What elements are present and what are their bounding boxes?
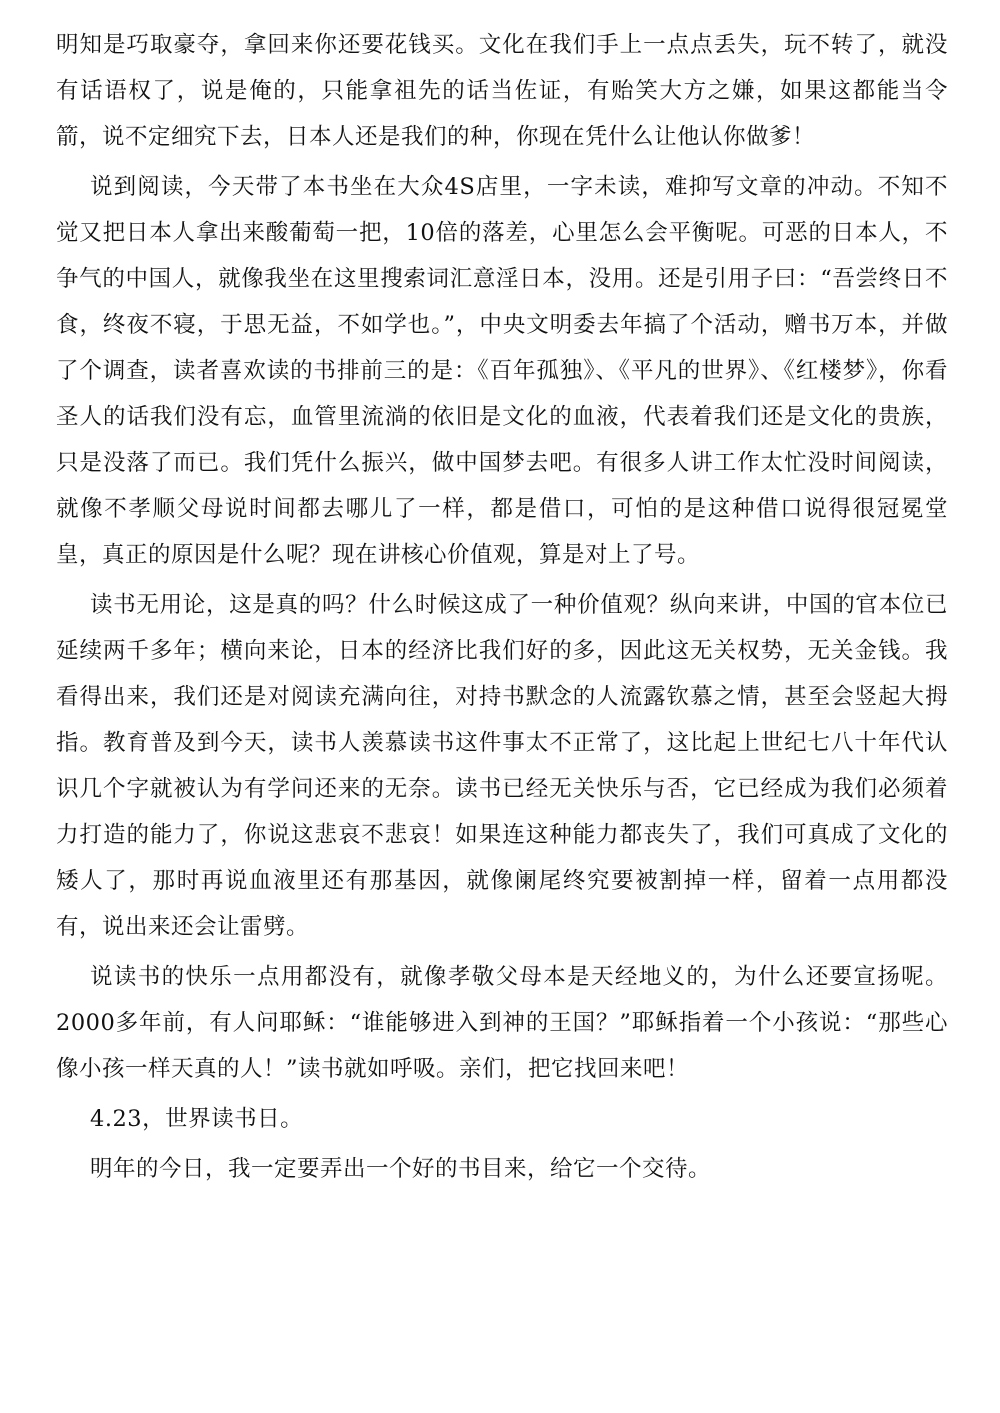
- paragraph-5: 4.23，世界读书日。: [90, 1106, 304, 1132]
- paragraph-3: 读书无用论，这是真的吗？什么时候这成了一种价值观？纵向来讲，中国的官本位已延续两千多年；横向来论，日本的经济比我们好的多，因此这无关权势，无关金钱。我看得出来，我们还是对阅读充满向往，对持书默念的人流露钦慕之情，甚至会竖起大拇指。教育普及到今天，读书人羡慕读书这件事太不正常了，这比起上世纪七八十年代认识几个字就被认为有学问还来的无奈。读书已经无关快乐与否，它已经成为我们必须着力打造的能力了，你说这悲哀不悲哀！如果连这种能力都丧失了，我们可真成了文化的矮人了，那时再说血液里还有那基因，就像阑尾终究要被割掉一样，留着一点用都没有，说出来还会让雷劈。: [56, 592, 948, 940]
- paragraph-1: 明知是巧取豪夺，拿回来你还要花钱买。文化在我们手上一点点丢失，玩不转了，就没有话语权了，说是俺的，只能拿祖先的话当佐证，有贻笑大方之嫌，如果这都能当令箭，说不定细究下去，日本人还是我们的种，你现在凭什么让他认你做爹！: [56, 32, 948, 150]
- paragraph-6: 明年的今日，我一定要弄出一个好的书目来，给它一个交待。: [90, 1156, 712, 1182]
- paragraph-2: 说到阅读，今天带了本书坐在大众4S店里，一字未读，难抑写文章的冲动。不知不觉又把日本人拿出来酸葡萄一把，10倍的落差，心里怎么会平衡呢。可恶的日本人，不争气的中国人，就像我坐在这里搜索词汇意淫日本，没用。还是引用子曰：“吾尝终日不食，终夜不寝，于思无益，不如学也。”，中央文明委去年搞了个活动，赠书万本，并做了个调查，读者喜欢读的书排前三的是：《百年孤独》、《平凡的世界》、《红楼梦》，你看圣人的话我们没有忘，血管里流淌的依旧是文化的血液，代表着我们还是文化的贵族，只是没落了而已。我们凭什么振兴，做中国梦去吧。有很多人讲工作太忙没时间阅读，就像不孝顺父母说时间都去哪儿了一样，都是借口，可怕的是这种借口说得很冠冕堂皇，真正的原因是什么呢？现在讲核心价值观，算是对上了号。: [56, 174, 948, 568]
- paragraph-4: 说读书的快乐一点用都没有，就像孝敬父母本是天经地义的，为什么还要宣扬呢。2000多年前，有人问耶稣：“谁能够进入到神的王国？”耶稣指着一个小孩说：“那些心像小孩一样天真的人！”读书就如呼吸。亲们，把它找回来吧！: [56, 964, 948, 1082]
- document-body: [56, 22, 948, 1196]
